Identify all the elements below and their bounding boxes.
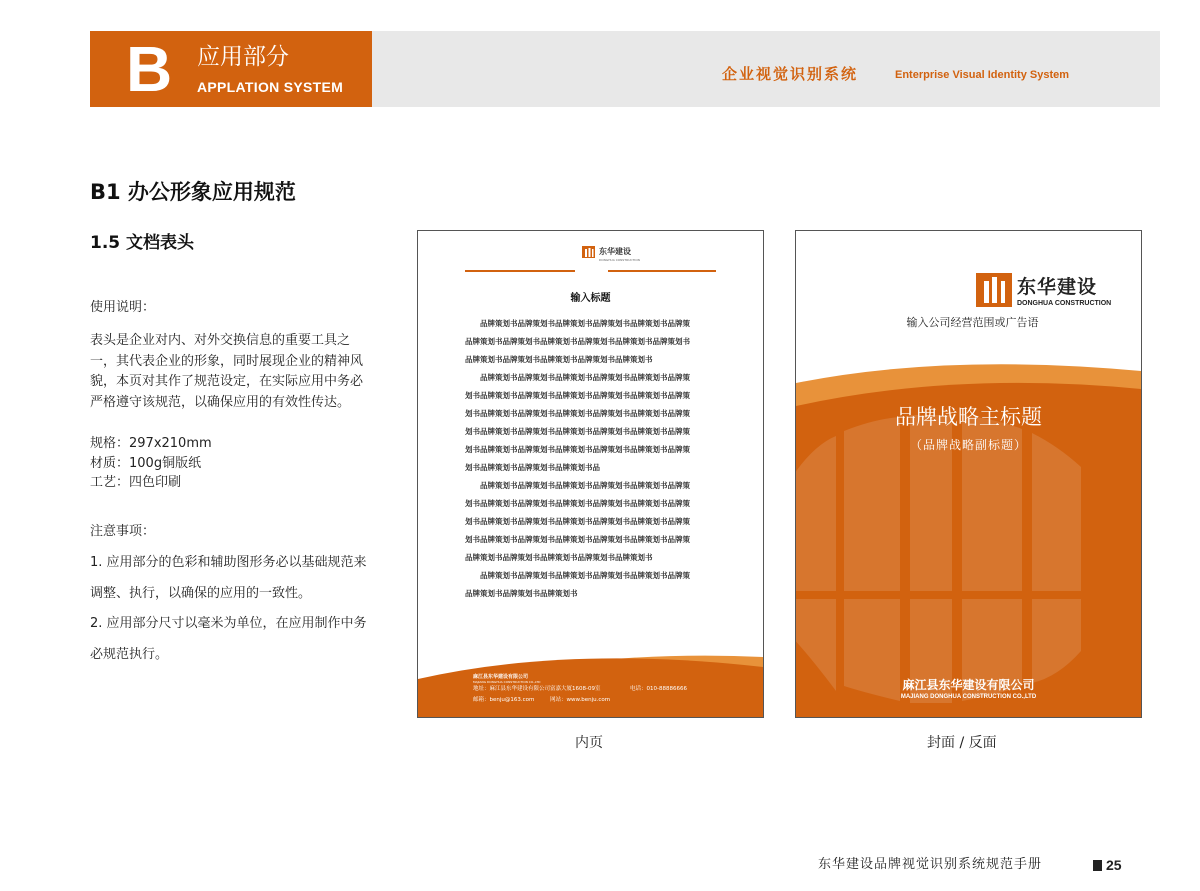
cover-brand-en: DONGHUA CONSTRUCTION	[1017, 300, 1112, 307]
body-line: 划书品牌策划书品牌策划书品牌策划书品牌策划书品牌策划书品牌策	[465, 427, 690, 436]
inner-logo-sub: DONGHUA CONSTRUCTION	[599, 258, 640, 262]
body-line: 品牌策划书品牌策划书品牌策划书品牌策划书品牌策划书品牌策	[465, 481, 690, 490]
inner-footer-company-en: MAJIANG DONGHUA CONSTRUCTION CO.,LTD	[473, 680, 541, 684]
manual-title: 东华建设品牌视觉识别系统规范手册	[818, 857, 1043, 872]
body-line: 划书品牌策划书品牌策划书品牌策划书品牌策划书品牌策划书品牌策	[465, 409, 690, 418]
notes-label: 注意事项：	[90, 524, 156, 539]
section-letter: B	[126, 33, 173, 105]
inner-footer-address: 地址：麻江县东华建设有限公司富嘉大厦1608-09室	[473, 686, 601, 692]
usage-label: 使用说明：	[90, 300, 156, 315]
body-line: 划书品牌策划书品牌策划书品牌策划书品牌策划书品牌策划书品牌策	[465, 445, 690, 454]
system-title-en: Enterprise Visual Identity System	[895, 69, 1070, 81]
body-line: 品牌策划书品牌策划书品牌策划书品牌策划书品牌策划书	[465, 553, 653, 562]
cover-company-en: MAJIANG DONGHUA CONSTRUCTION CO.,LTD	[900, 694, 1037, 700]
body-line: 品牌策划书品牌策划书品牌策划书品牌策划书品牌策划书	[465, 355, 653, 364]
body-line: 品牌策划书品牌策划书品牌策划书	[465, 589, 578, 598]
body-line: 划书品牌策划书品牌策划书品牌策划书品	[465, 463, 600, 472]
body-line: 划书品牌策划书品牌策划书品牌策划书品牌策划书品牌策划书品牌策	[465, 391, 690, 400]
inner-footer-wave	[418, 231, 763, 717]
page-number: 25	[1106, 857, 1122, 873]
spec-material: 材质：100g铜版纸	[90, 456, 202, 471]
note-item: 2. 应用部分尺寸以毫米为单位，在应用制作中务必规范执行。	[90, 616, 367, 662]
inner-logo-text: 东华建设	[599, 247, 631, 256]
cover-sub-title: （品牌战略副标题）	[909, 438, 1027, 452]
usage-text: 表头是企业对内、对外交换信息的重要工具之一，其代表企业的形象，同时展现企业的精神风貌，本页对其作了规范设定，在实际应用中务必严格遵守该规范，以确保应用的有效性传达。	[90, 333, 364, 410]
cover-main-title: 品牌战略主标题	[895, 405, 1042, 429]
cover-company: 麻江县东华建设有限公司	[902, 678, 1035, 692]
inner-page-caption: 内页	[575, 735, 603, 751]
inner-title: 输入标题	[570, 293, 611, 304]
inner-footer-web: 网站：www.benju.com	[550, 697, 611, 703]
sub-heading: 1.5 文档表头	[90, 233, 195, 253]
cover-brand-name: 东华建设	[1017, 276, 1098, 298]
page-marker	[1093, 860, 1102, 871]
spec-size: 规格：297x210mm	[90, 436, 212, 451]
section-heading: B1 办公形象应用规范	[90, 180, 296, 204]
cover-page-mockup	[795, 230, 1142, 718]
body-line: 划书品牌策划书品牌策划书品牌策划书品牌策划书品牌策划书品牌策	[465, 517, 690, 526]
inner-footer-company: 麻江县东华建设有限公司	[473, 674, 529, 680]
section-tab	[90, 31, 372, 107]
body-line: 品牌策划书品牌策划书品牌策划书品牌策划书品牌策划书品牌策划书	[465, 337, 690, 346]
section-title-zh: 应用部分	[197, 44, 289, 70]
system-title-zh: 企业视觉识别系统	[722, 65, 859, 83]
body-line: 品牌策划书品牌策划书品牌策划书品牌策划书品牌策划书品牌策	[465, 373, 690, 382]
spec-process: 工艺：四色印刷	[90, 475, 182, 490]
body-line: 划书品牌策划书品牌策划书品牌策划书品牌策划书品牌策划书品牌策	[465, 535, 690, 544]
body-line: 划书品牌策划书品牌策划书品牌策划书品牌策划书品牌策划书品牌策	[465, 499, 690, 508]
body-line: 品牌策划书品牌策划书品牌策划书品牌策划书品牌策划书品牌策	[465, 571, 690, 580]
note-item: 1. 应用部分的色彩和辅助图形务必以基础规范来调整、执行，以确保的应用的一致性。	[90, 555, 367, 601]
body-line: 品牌策划书品牌策划书品牌策划书品牌策划书品牌策划书品牌策	[465, 319, 690, 328]
cover-page-caption: 封面 / 反面	[927, 735, 997, 751]
cover-slogan: 输入公司经营范围或广告语	[906, 316, 1039, 329]
inner-page-mockup	[417, 230, 764, 718]
inner-footer-email: 邮箱：benju@163.com	[473, 697, 535, 703]
section-title-en: APPLATION SYSTEM	[197, 79, 344, 95]
inner-footer-phone: 电话：010-88886666	[630, 686, 687, 692]
